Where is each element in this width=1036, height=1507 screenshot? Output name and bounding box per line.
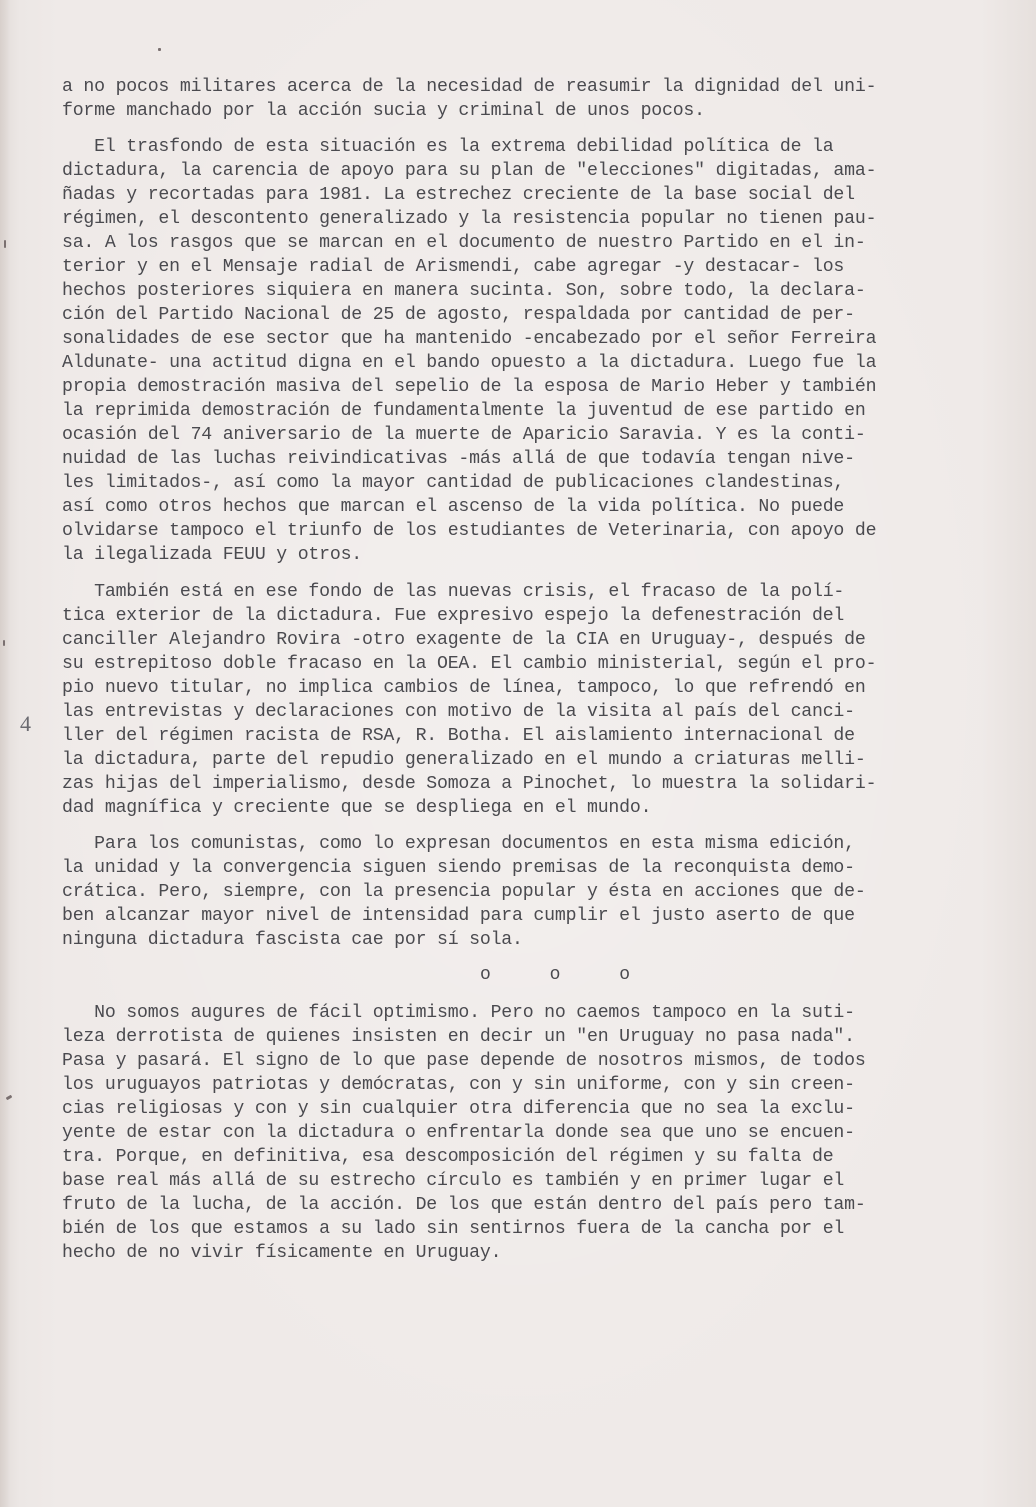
text-line: crática. Pero, siempre, con la presencia popular y ésta en acciones que de-	[62, 882, 866, 902]
text-line: ocasión del 74 aniversario de la muerte de Aparicio Saravia. Y es la conti-	[62, 425, 866, 445]
text-line: la ilegalizada FEUU y otros.	[62, 545, 362, 565]
paper-speck	[3, 640, 5, 646]
text-line: tra. Porque, en definitiva, esa descomposición del régimen y su falta de	[62, 1147, 834, 1167]
text-line: bién de los que estamos a su lado sin sentirnos fuera de la cancha por el	[62, 1219, 845, 1239]
text-line: olvidarse tampoco el triunfo de los estudiantes de Veterinaria, con apoyo de	[62, 521, 877, 541]
text-line: nuidad de las luchas reivindicativas -más allá de que todavía tengan nive-	[62, 449, 855, 469]
text-line: base real más allá de su estrecho círculo es también y en primer lugar el	[62, 1171, 845, 1191]
text-line: sonalidades de ese sector que ha mantenido -encabezado por el señor Ferreira	[62, 329, 877, 349]
text-line: cias religiosas y con y sin cualquier otra diferencia que no sea la exclu-	[62, 1099, 855, 1119]
text-line: ninguna dictadura fascista cae por sí sola.	[62, 930, 523, 950]
paragraph	[62, 135, 982, 567]
text-line: ñadas y recortadas para 1981. La estrechez creciente de la base social del	[62, 185, 855, 205]
paragraph	[62, 580, 982, 820]
text-line: fruto de la lucha, de la acción. De los que están dentro del país pero tam-	[62, 1195, 866, 1215]
paragraph	[62, 1001, 982, 1265]
text-line: Aldunate- una actitud digna en el bando opuesto a la dictadura. Luego fue la	[62, 353, 877, 373]
page-number: 4	[20, 711, 31, 736]
paper-speck	[4, 240, 6, 248]
paragraph	[62, 832, 982, 952]
text-line: les limitados-, así como la mayor cantidad de publicaciones clandestinas,	[62, 473, 845, 493]
text-line: ller del régimen racista de RSA, R. Botha. El aislamiento internacional de	[62, 726, 855, 746]
text-line: canciller Alejandro Rovira -otro exagente de la CIA en Uruguay-, después de	[62, 630, 866, 650]
text-line: su estrepitoso doble fracaso en la OEA. El cambio ministerial, según el pro-	[62, 654, 877, 674]
text-line: hecho de no vivir físicamente en Uruguay.	[62, 1243, 502, 1263]
text-line: hechos posteriores siquiera en manera sucinta. Son, sobre todo, la declara-	[62, 281, 866, 301]
text-line: dad magnífica y creciente que se despliega en el mundo.	[62, 798, 652, 818]
section-separator: o o o	[480, 965, 655, 985]
text-line: forme manchado por la acción sucia y criminal de unos pocos.	[62, 101, 705, 121]
text-line: propia demostración masiva del sepelio de la esposa de Mario Heber y también	[62, 377, 877, 397]
text-line: zas hijas del imperialismo, desde Somoza a Pinochet, lo muestra la solidari-	[62, 774, 877, 794]
text-line: la unidad y la convergencia siguen siendo premisas de la reconquista demo-	[62, 858, 855, 878]
text-line: la reprimida demostración de fundamentalmente la juventud de ese partido en	[62, 401, 866, 421]
text-line: los uruguayos patriotas y demócratas, con y sin uniforme, con y sin creen-	[62, 1075, 855, 1095]
text-line: leza derrotista de quienes insisten en decir un "en Uruguay no pasa nada".	[62, 1027, 855, 1047]
text-line: terior y en el Mensaje radial de Arismendi, cabe agregar -y destacar- los	[62, 257, 845, 277]
text-line: las entrevistas y declaraciones con motivo de la visita al país del canci-	[62, 702, 855, 722]
paper-speck	[158, 48, 161, 51]
text-line: régimen, el descontento generalizado y la resistencia popular no tienen pau-	[62, 209, 877, 229]
text-line: Pasa y pasará. El signo de lo que pase depende de nosotros mismos, de todos	[62, 1051, 866, 1071]
text-line: yente de estar con la dictadura o enfrentarla donde sea que uno se encuen-	[62, 1123, 855, 1143]
text-line: sa. A los rasgos que se marcan en el documento de nuestro Partido en el in-	[62, 233, 866, 253]
text-line: la dictadura, parte del repudio generalizado en el mundo a criaturas melli-	[62, 750, 866, 770]
text-line: ción del Partido Nacional de 25 de agosto, respaldada por cantidad de per-	[62, 305, 855, 325]
text-line: El trasfondo de esta situación es la extrema debilidad política de la	[62, 137, 834, 157]
text-line: pio nuevo titular, no implica cambios de línea, tampoco, lo que refrendó en	[62, 678, 866, 698]
page-edge-shadow	[0, 0, 10, 1507]
text-line: dictadura, la carencia de apoyo para su plan de "elecciones" digitadas, ama-	[62, 161, 877, 181]
text-line: Para los comunistas, como lo expresan documentos en esta misma edición,	[62, 834, 855, 854]
paragraph	[62, 75, 982, 123]
text-line: También está en ese fondo de las nuevas crisis, el fracaso de la polí-	[62, 582, 845, 602]
text-line: así como otros hechos que marcan el ascenso de la vida política. No puede	[62, 497, 845, 517]
text-line: No somos augures de fácil optimismo. Pero no caemos tampoco en la suti-	[62, 1003, 855, 1023]
text-line: ben alcanzar mayor nivel de intensidad para cumplir el justo aserto de que	[62, 906, 855, 926]
text-line: a no pocos militares acerca de la necesidad de reasumir la dignidad del uni-	[62, 77, 877, 97]
text-line: tica exterior de la dictadura. Fue expresivo espejo la defenestración del	[62, 606, 845, 626]
